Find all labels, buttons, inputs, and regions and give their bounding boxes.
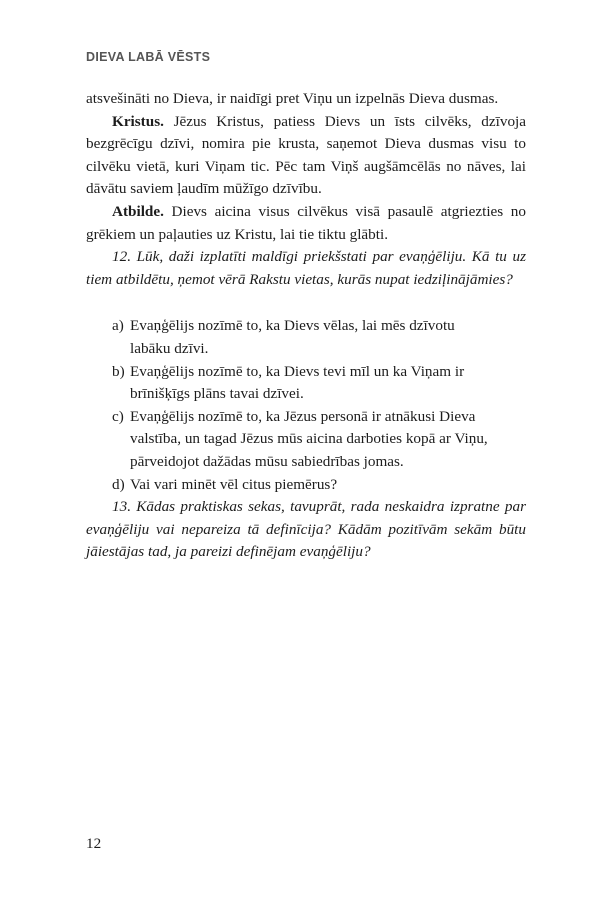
paragraph-atbilde: [86, 201, 526, 246]
continuation-paragraph: atsvešināti no Dieva, ir naidīgi pret Viņu un izpelnās Dieva dusmas.: [86, 90, 499, 107]
paragraph-kristus: [86, 111, 526, 201]
option-letter: c): [112, 407, 124, 425]
option-letter: a): [112, 317, 124, 335]
option-text: Evaņģēlijs nozīmē to, ka Jēzus personā ir atnākusi Dieva valstība, un tagad Jēzus mūs aicina darboties kopā ar Viņu, pārveidojot dažādas mūsu sabiedrības jomas.: [130, 407, 488, 470]
page-content: [86, 88, 526, 564]
term-kristus: Kristus.: [112, 112, 164, 130]
option-text: Evaņģēlijs nozīmē to, ka Dievs tevi mīl un ka Viņam ir brīnišķīgs plāns tavai dzīvei.: [130, 362, 465, 403]
term-atbilde: Atbilde.: [112, 202, 164, 220]
list-item: [112, 361, 496, 406]
paragraph-kristus-text: Jēzus Kristus, patiess Dievs un īsts cilvēks, dzīvoja bezgrēcīgu dzīvi, nomira pie krusta, saņemot Dieva dusmas visu to cilvēku vietā, kuri Viņam tic. Pēc tam Viņš augšāmcēlās no nāves, lai dāvātu saviem ļaudīm mūžīgo dzīvību.: [86, 112, 526, 198]
list-item: [112, 474, 496, 497]
paragraph-atbilde-text: Dievs aicina visus cilvēkus visā pasaulē atgriezties no grēkiem un paļauties uz Kristu, lai tie tiktu glābti.: [86, 202, 526, 243]
option-letter: b): [112, 362, 125, 380]
question-12: 12. Lūk, daži izplatīti maldīgi priekšstati par evaņģēliju. Kā tu uz tiem atbildētu, ņemot vērā Rakstu vietas, kurās nupat iedziļinājāmies?: [86, 248, 526, 288]
option-text: Evaņģēlijs nozīmē to, ka Dievs vēlas, lai mēs dzīvotu labāku dzīvi.: [130, 317, 455, 357]
answer-options-list: [86, 315, 526, 496]
list-item: [112, 315, 496, 360]
running-header: DIEVA LABĀ VĒSTS: [86, 50, 211, 64]
option-letter: d): [112, 475, 125, 493]
list-item: [112, 406, 496, 474]
page-number: 12: [86, 835, 102, 852]
question-13: 13. Kādas praktiskas sekas, tavuprāt, rada neskaidra izpratne par evaņģēliju vai nepareiza tā definīcija? Kādām pozitīvām sekām būtu jāiestājas tad, ja pareizi definējam evaņģēliju?: [86, 498, 526, 561]
option-text: Vai vari minēt vēl citus piemērus?: [130, 475, 338, 493]
